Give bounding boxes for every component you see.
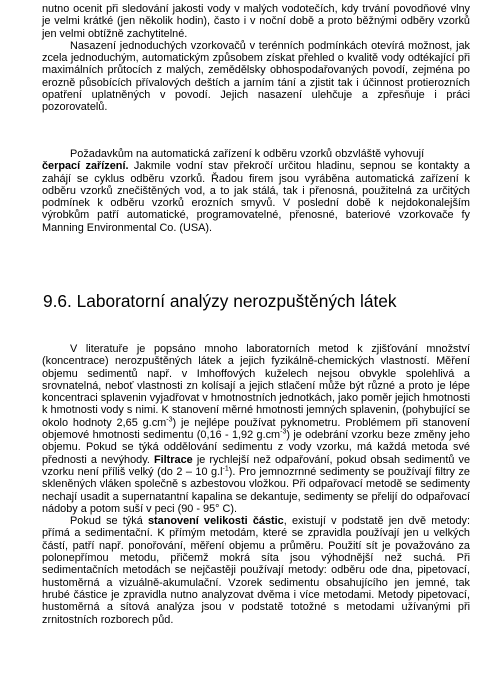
pumps-text-start: Požadavkům na automatická zařízení k odběru vzorků obzvláště vyhovují xyxy=(70,148,425,160)
section-top xyxy=(42,3,470,114)
section-pumps xyxy=(42,148,470,234)
superscript: -1 xyxy=(222,465,229,473)
particle-text-b: , existují v podstatě jen dvě metody: přímá a sedimentační. K přímým metodám, které se zpravidla používají jen u velkých částí, patří např. ponořování, měření objemu a průměru. Použití sít je považováno za polonepřímou metodu, přičemž mokrá síta jsou výhodnější než suchá. Při sedimentačních metodách se nejčastěji používají metody: odběru ode dna, pipetovací, hustoměrná a vizuálně-akumulační. Vzorek sedimentu obsahujícího jen jemné, tak hrubé částice je zpravidla nutno analyzovat dvěma i více metodami. Metody pipetovací, hustoměrná a sítová analýza jsou v podstatě totožné s metodami užívanými při zrnitostních rozborech půd. xyxy=(42,515,470,626)
methods-text-d: je rychlejší než odpařování, pokud obsah sedimentů ve vzorku není příliš velký (do 2 – 10 g.l xyxy=(42,453,471,478)
section-lab xyxy=(42,343,470,626)
section-heading: 9.6. Laboratorní analýzy nerozpuštěných látek xyxy=(43,291,397,311)
methods-text-c: ) je odebrání vzorku beze změny jeho objemu. Pokud se týká oddělování sedimentu z vody vzorku, má každá metoda své přednosti a nevýhody. xyxy=(42,429,470,466)
paragraph-particle-size xyxy=(42,515,470,626)
particle-text-a: Pokud se týká xyxy=(70,515,143,528)
superscript: -3 xyxy=(280,428,287,436)
paragraph-floods: nutno ocenit při sledování jakosti vody v malých vodotečích, kdy trvání povodňové vlny je velmi krátké (jen několik hodin), často i v noční době a proto běžnými odběry vzorků jen velmi obtížně zachytitelné. xyxy=(42,3,470,40)
paragraph-pumps xyxy=(42,148,470,234)
methods-text-a: V literatuře je popsáno mnoho laboratorních metod k zjišťování množství (koncentrace) nerozpuštěných látek a jejich fyzikálně-chemických vlastností. Měření objemu sedimentů např. v Imhoffových kuželech nejsou obvykle spolehlivá a srovnatelná, neboť vlastnosti zn kolísají a jejich stlačení může být různé a proto je lépe koncentraci splavenin vyjadřovat v hmotnostních jednotkách, jako poměr jejich hmotnosti k hmotnosti vody s nimi. K stanovení měrné hmotnosti jemných splavenin, (pohybující se okolo hodnoty 2,65 g.cm xyxy=(42,343,470,429)
paragraph-samplers-text: Nasazení jednoduchých vzorkovačů v terénních podmínkách otevírá možnost, jak zcela jednoduchým, automatickým způsobem získat přehled o kvalitě vody odtékající při maximálních průtocích z malých, zemědělsky obhospodařovaných povodí, zejména po erozně působících přívalových deštích a jarním tání a zjistit tak i účinnost protierozních opatření uplatněných v povodí. Jejich nasazení ulehčuje a zpřesňuje i práci pozorovatelů. xyxy=(42,39,470,114)
pumps-bold: čerpací zařízení. xyxy=(42,160,129,173)
paragraph-samplers xyxy=(42,40,470,114)
pumps-text-rest: Jakmile vodní stav překročí určitou hladinu, sepnou se kontakty a zahájí se cyklus odběru vzorků. Řadou firem jsou vyráběna automatická zařízení k odběru vzorků znečištěných vod, a to jak stálá, tak i přenosná, použitelná za určitých podmínek k odběru vzorků erozních smyvů. V poslední době k nejdokonalejším výrobkům patří automatické, programovatelné, přenosné, bateriové vzorkovače fy Manning Environmental Co. (USA). xyxy=(42,160,470,234)
methods-text-e: ). Pro jemnozrnné sedimenty se používají filtry ze skleněných vláken společně s azbestovou vložkou. Při odpařovací metodě se sedimenty nechají usadit a supernatantní kapalina se dekantuje, sedimenty se přelijí do odpařovací nádoby a potom suší v peci (90 - 95° C). xyxy=(42,465,470,515)
superscript: -3 xyxy=(166,416,173,424)
particle-bold: stanovení velikosti částic xyxy=(148,515,284,528)
filtrace-bold: Filtrace xyxy=(153,453,193,466)
paragraph-methods xyxy=(42,343,470,515)
methods-text-b: ) je nejlépe používat pyknometru. Problémem při stanovení objemové hmotnosti sedimentu (0,16 - 1,92 g.cm xyxy=(42,416,471,442)
